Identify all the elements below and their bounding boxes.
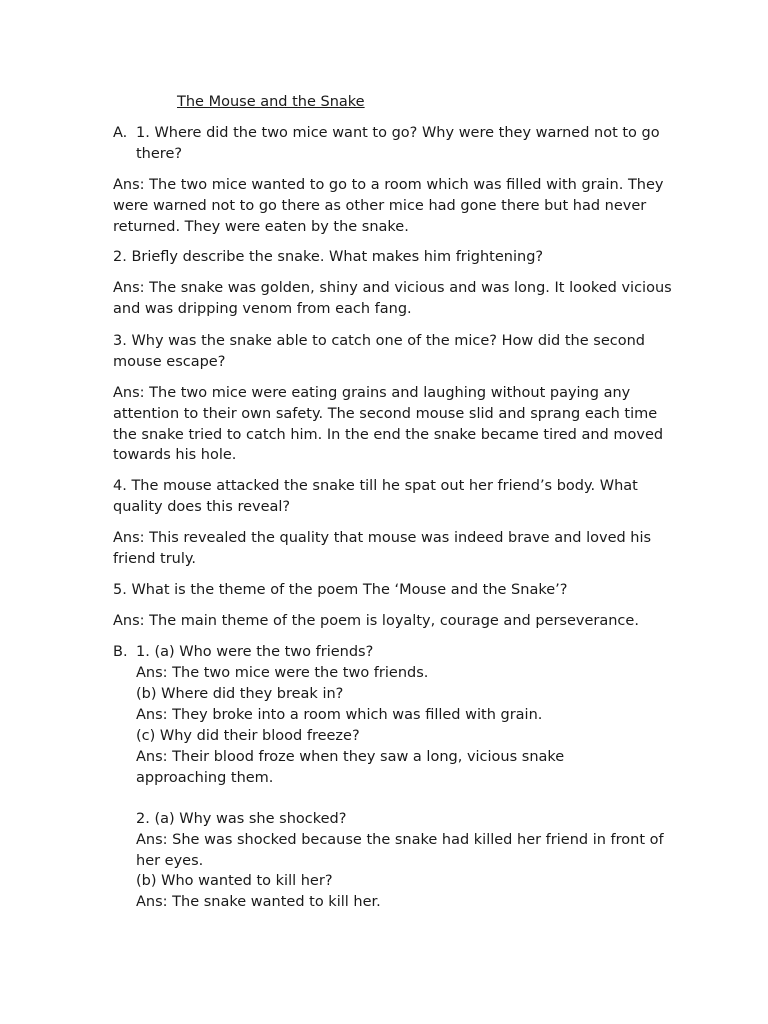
b1-answer-b: Ans: They broke into a room which was filled with grain. — [136, 707, 543, 723]
answer-a1: Ans: The two mice wanted to go to a room which was filled with grain. They were warned not to go there as other mice had gone there but had never returned. They were eaten by the snake. — [113, 177, 664, 235]
section-b-label: B. — [113, 644, 128, 660]
b2-answer-a: Ans: She was shocked because the snake had killed her friend in front of her eyes. — [136, 832, 664, 869]
b1-question-c: (c) Why did their blood freeze? — [136, 728, 360, 744]
answer-a3: Ans: The two mice were eating grains and laughing without paying any attention to their own safety. The second mouse slid and sprang each time the snake tried to catch him. In the end the snake became tired and moved towards his hole. — [113, 385, 664, 464]
answer-a2: Ans: The snake was golden, shiny and vicious and was long. It looked vicious and was dripping venom from each fang. — [113, 280, 672, 317]
b1-answer-a: Ans: The two mice were the two friends. — [136, 665, 429, 681]
question-a1: 1. Where did the two mice want to go? Why were they warned not to go there? — [136, 125, 660, 162]
question-a3: 3. Why was the snake able to catch one of the mice? How did the second mouse escape? — [113, 333, 645, 370]
b1-question-b: (b) Where did they break in? — [136, 686, 344, 702]
question-a2: 2. Briefly describe the snake. What makes him frightening? — [113, 249, 544, 265]
b2-question-b: (b) Who wanted to kill her? — [136, 873, 333, 889]
question-a5: 5. What is the theme of the poem The ‘Mouse and the Snake’? — [113, 582, 568, 598]
question-a4: 4. The mouse attacked the snake till he spat out her friend’s body. What quality does this reveal? — [113, 478, 638, 515]
b2-question-a: 2. (a) Why was she shocked? — [136, 811, 347, 827]
b1-question-a: 1. (a) Who were the two friends? — [136, 644, 374, 660]
b1-answer-c: Ans: Their blood froze when they saw a long, vicious snake approaching them. — [136, 749, 565, 786]
document-title: The Mouse and the Snake — [177, 94, 365, 110]
b2-answer-b: Ans: The snake wanted to kill her. — [136, 894, 381, 910]
answer-a5: Ans: The main theme of the poem is loyalty, courage and perseverance. — [113, 613, 639, 629]
answer-a4: Ans: This revealed the quality that mouse was indeed brave and loved his friend truly. — [113, 530, 652, 567]
section-a-label: A. — [113, 125, 128, 141]
